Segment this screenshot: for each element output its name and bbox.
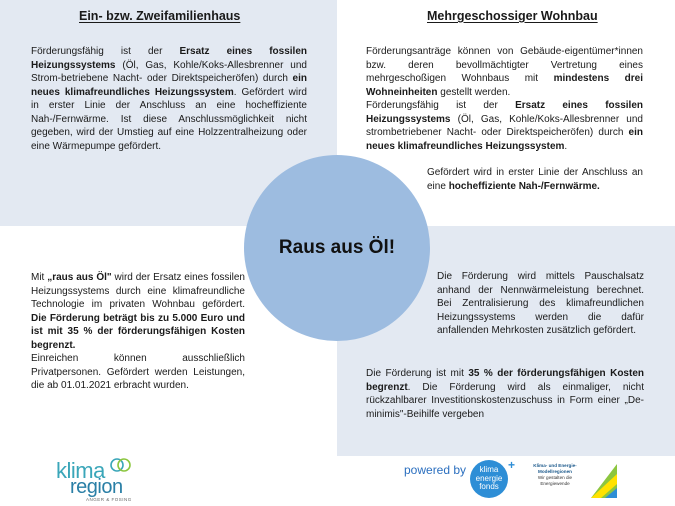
paragraph: [427, 166, 643, 193]
text-mehrgeschossig-fernwaerme: [427, 166, 643, 193]
center-title: Raus aus Öl!: [278, 237, 396, 258]
bold-text: ein neues klimafreundliches Heizungssystem: [31, 73, 307, 98]
plus-icon: +: [508, 458, 516, 472]
paragraph: [366, 45, 643, 99]
kem-title: Klima- und Energie-Modellregionen: [533, 463, 577, 474]
klimaregion-logo-word1: klima: [56, 458, 105, 483]
text-raus-aus-oel: [31, 271, 245, 393]
swirl-icon: [110, 457, 132, 473]
powered-by-label: powered by: [404, 463, 467, 477]
text-run: Förderungsanträge können von Gebäude-eigentümer*innen bzw. deren bevollmächtigter Vertretung eines mehrgeschoßigen Wohnbaus mit: [366, 46, 643, 84]
bold-text: hocheffiziente Nah-/Fernwärme.: [448, 180, 600, 192]
text-run: Förderungsfähig ist der: [366, 100, 516, 111]
bold-text: Ersatz eines fossilen Heizungssystems: [366, 100, 643, 125]
text-run: (Öl, Gas, Kohle/Koks-Allesbrenner und strombetriebener Nacht- oder Direktspeicheröfen) durch: [366, 113, 643, 138]
center-circle: [244, 155, 430, 341]
text-run: Die Förderung ist mit: [366, 368, 469, 379]
text-run: . Gefördert wird in erster Linie der Anschluss an eine hocheffiziente Nah-/Fernwärme. Ist diese Anschlussmöglichkeit nicht gegeben, wird der Umstieg auf eine Holzzentralheizung oder eine Wärmepumpe gefördert.: [31, 86, 307, 152]
heading-einfamilienhaus: Ein- bzw. Zweifamilienhaus: [79, 9, 241, 23]
text-run: Einreichen können ausschließlich Privatpersonen. Gefördert werden Leistungen, die ab 01.01.2021 erbracht wurden.: [31, 353, 245, 391]
text-run: Förderungsfähig ist der: [31, 46, 180, 57]
bold-text: 35 % der förderungsfähigen Kosten begrenzt: [366, 368, 644, 393]
klimaenergiefonds-logo: [470, 460, 508, 498]
text-run: Mit: [31, 272, 48, 283]
heading-mehrgeschossig: Mehrgeschossiger Wohnbau: [427, 9, 598, 23]
klimaregion-logo: [52, 456, 142, 506]
paragraph: [437, 270, 644, 338]
paragraph: [366, 99, 643, 153]
text-run: gestellt werden.: [437, 86, 511, 98]
text-mehrgeschossig: [366, 45, 643, 153]
text-run: .: [564, 140, 568, 152]
paragraph: [31, 271, 245, 352]
paragraph: [366, 367, 644, 421]
text-run: . Die Förderung wird als einmaliger, nicht rückzahlbarer Investitionskostenzuschuss in Form einer „De-minimis"-Beihilfe vergeben: [366, 381, 644, 420]
paragraph: [31, 352, 245, 393]
bold-text: ein neues klimafreundliches Heizungssystem: [366, 127, 643, 152]
bold-text: Die Förderung beträgt bis zu 5.000 Euro und ist mit 35 % der förderungsfähigen Kosten begrenzt.: [31, 312, 245, 351]
kem-emblem-icon: [589, 460, 619, 500]
text-pauschalsatz: [437, 270, 644, 338]
text-run: Die Förderung wird mittels Pauschalsatz anhand der Nennwärmeleistung berechnet. Bei Zentralisierung des klimafreundlichen Heizungssystems werden die dafür anfallenden Mehrkosten zusätzlich gefördert.: [437, 271, 644, 336]
text-begrenzung: [366, 367, 644, 421]
kef-word2: energie: [475, 473, 503, 483]
klimaregion-logo-word2: region: [70, 476, 123, 498]
text-run: wird der Ersatz eines fossilen Heizungssystems durch eine klimafreundliche Technologie im privaten Wohnbau gefördert.: [31, 272, 245, 310]
bold-text: Ersatz eines fossilen Heizungssystems: [31, 46, 307, 71]
kem-logo-text: [523, 463, 587, 487]
text-run: Gefördert wird in erster Linie der Anschluss an eine: [427, 167, 643, 192]
footer: [0, 456, 675, 506]
klimaregion-tagline: ANGER & FOSING: [86, 497, 132, 502]
kef-word1: klima: [479, 465, 499, 475]
text-einfamilienhaus: [31, 45, 307, 153]
text-run: (Öl, Gas, Kohle/Koks-Allesbrenner und Strom-betriebene Nacht- oder Direktspeicheröfen) durch: [31, 59, 307, 84]
paragraph: [31, 45, 307, 153]
kef-word3: fonds: [479, 482, 499, 492]
bold-text: mindestens drei Wohneinheiten: [366, 73, 643, 98]
kem-subtitle: Wir gestalten die Energiewende: [537, 475, 573, 486]
bold-text: „raus aus Öl": [47, 272, 112, 283]
